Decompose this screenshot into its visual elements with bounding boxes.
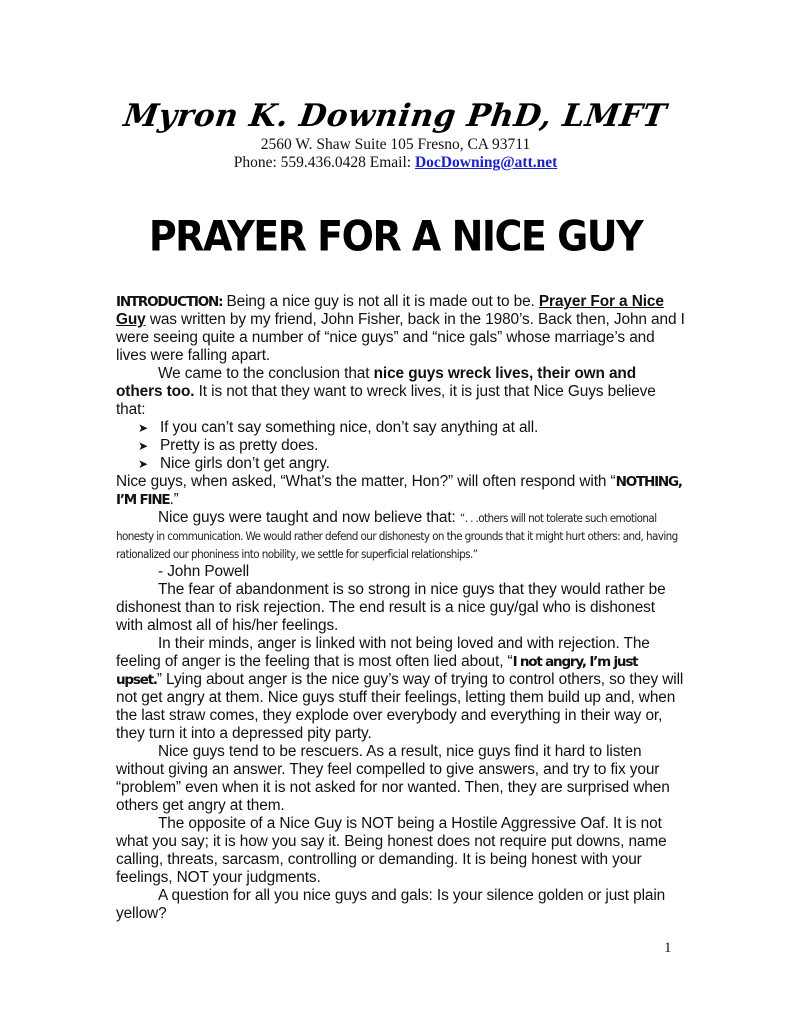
intro-label: INTRODUCTION: — [116, 294, 223, 310]
question-paragraph: A question for all you nice guys and gals: Is your silence golden or just plain yellow? — [116, 887, 666, 922]
intro-paragraph — [116, 293, 686, 365]
intro-text: Being a nice guy is not all it is made out to be. — [222, 293, 539, 310]
page-title: PRAYER FOR A NICE GUY — [148, 211, 643, 261]
phone-label: Phone: 559.436.0428 Email: — [233, 154, 415, 171]
response-paragraph — [116, 473, 686, 509]
list-item-text: Pretty is as pretty does. — [160, 437, 319, 454]
anger-text: In their minds, anger is linked with not being loved and with rejection. The feeling of anger is the feeling that is most often lied about, “ — [116, 635, 650, 670]
arrow-bullet-icon: ➤ — [138, 457, 148, 471]
arrow-bullet-icon: ➤ — [138, 439, 148, 453]
list-item-text: If you can’t say something nice, don’t say anything at all. — [160, 419, 539, 436]
taught-text: Nice guys were taught and now believe that: — [158, 509, 460, 526]
opposite-paragraph: The opposite of a Nice Guy is NOT being a Hostile Aggressive Oaf. It is not what you say; it is how you say it. Being honest does not require put downs, name calling, threats, sarcasm, controlling or demanding. It is being honest with your feelings, NOT your judgments. — [116, 815, 667, 886]
anger-text-cont: ” Lying about anger is the nice guy’s way of trying to control others, so they will not get angry at them. Nice guys stuff their feelings, letting them build up and, when the last straw comes, they explode over everybody and everything in their way or, they turn it into a depressed pity party. — [116, 671, 684, 742]
list-item-text: Nice girls don’t get angry. — [160, 455, 330, 472]
document-body — [116, 293, 686, 923]
response-text: Nice guys, when asked, “What’s the matter, Hon?” will often respond with “ — [116, 473, 616, 490]
conclusion-text-cont: It is not that they want to wreck lives, it is just that Nice Guys believe that: — [116, 383, 656, 418]
rescuers-paragraph: Nice guys tend to be rescuers. As a result, nice guys find it hard to listen without giving an answer. They feel compelled to give answers, and try to fix your “problem” even when it is not asked for nor wanted. Then, they are surprised when others get angry at them. — [116, 743, 670, 814]
letterhead — [0, 96, 791, 172]
email-link[interactable]: DocDowning@att.net — [414, 154, 558, 171]
conclusion-text: We came to the conclusion that — [158, 365, 374, 382]
list-item — [116, 437, 686, 455]
beliefs-list — [116, 419, 686, 473]
book-title: Prayer For a Nice Guy — [116, 293, 664, 328]
page-number: 1 — [664, 940, 672, 956]
conclusion-bold: nice guys wreck lives, their own and others too. — [116, 365, 637, 400]
powell-quote: “. . .others will not tolerate such emotional honesty in communication. We would rather defend our dishonesty on the grounds that it might hurt others: and, having rationalized our phoniness into nobility, we settle for superficial relationships.” — [116, 511, 678, 561]
conclusion-paragraph — [116, 365, 686, 419]
anger-bold: I not angry, I’m just upset. — [116, 654, 638, 688]
list-item — [116, 419, 686, 437]
intro-text-cont: was written by my friend, John Fisher, back in the 1980’s. Back then, John and I were seeing quite a number of “nice guys” and “nice gals” whose marriage’s and lives were falling apart. — [116, 311, 685, 364]
taught-paragraph — [116, 509, 686, 563]
response-text-cont: .” — [169, 491, 179, 508]
address-line: 2560 W. Shaw Suite 105 Fresno, CA 93711 — [260, 136, 531, 153]
arrow-bullet-icon: ➤ — [138, 421, 148, 435]
author-name: Myron K. Downing PhD, LMFT — [121, 98, 670, 134]
anger-paragraph — [116, 635, 686, 743]
list-item — [116, 455, 686, 473]
abandonment-paragraph: The fear of abandonment is so strong in nice guys that they would rather be dishonest than to risk rejection. The end result is a nice guy/gal who is dishonest with almost all of his/her feelings. — [116, 581, 666, 634]
attribution: - John Powell — [158, 563, 250, 580]
contact-line — [0, 154, 791, 172]
response-bold: NOTHING, I’M FINE — [116, 474, 682, 508]
